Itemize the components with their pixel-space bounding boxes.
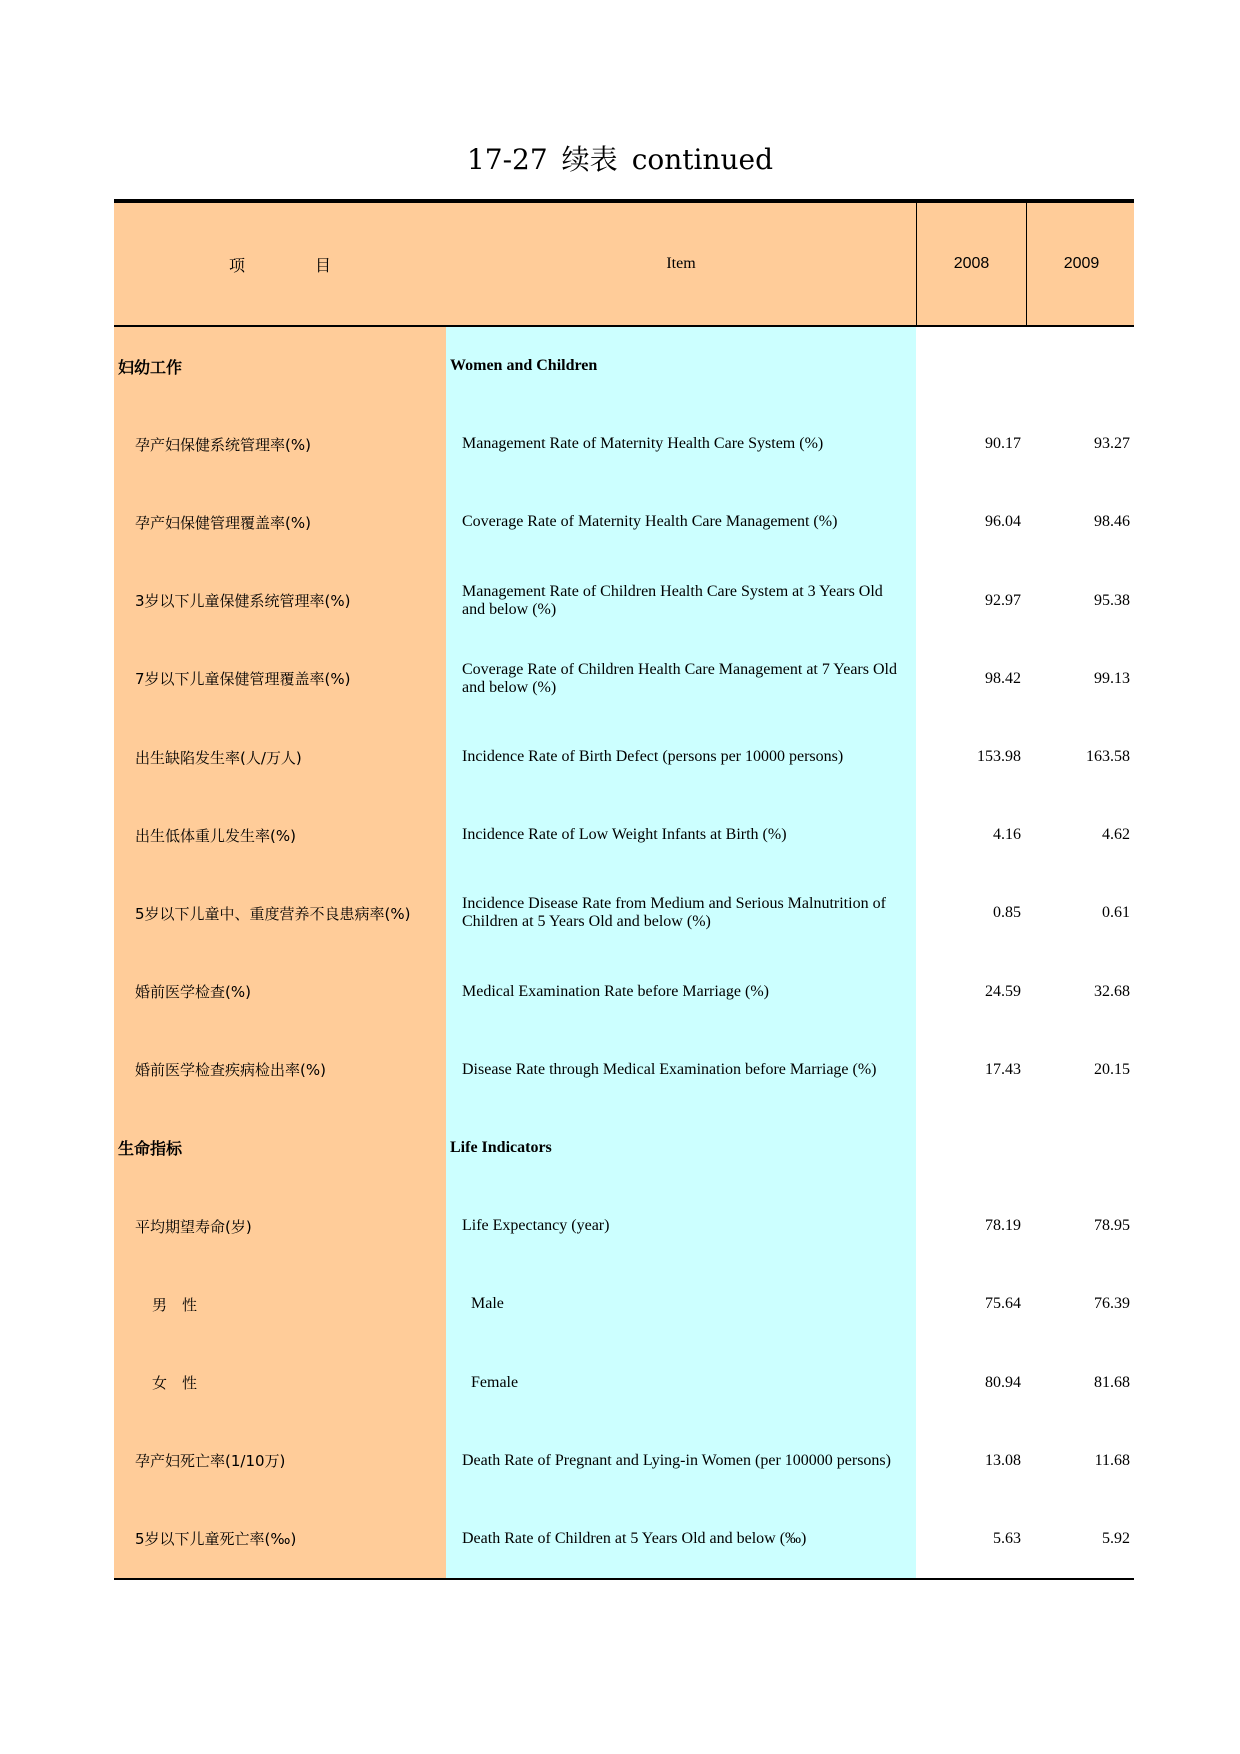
row-label-en: Death Rate of Pregnant and Lying-in Women (per 100000 persons)	[446, 1422, 916, 1500]
header-item-en: Item	[666, 255, 696, 272]
value-2008: 90.17	[985, 435, 1021, 453]
value-2009: 78.95	[1094, 1217, 1130, 1235]
value-2009: 95.38	[1094, 591, 1130, 609]
row-label-cn: 孕产妇保健系统管理率(%)	[114, 405, 446, 483]
value-2008	[916, 1109, 1025, 1187]
table-row	[114, 718, 1134, 796]
row-label-en: Coverage Rate of Maternity Health Care Management (%)	[446, 483, 916, 561]
row-label-en: Medical Examination Rate before Marriage (%)	[446, 953, 916, 1031]
table-row	[114, 640, 1134, 718]
row-label-en: Incidence Rate of Low Weight Infants at Birth (%)	[446, 796, 916, 874]
table-row	[114, 1422, 1134, 1500]
row-label-cn: 5岁以下儿童死亡率(‰)	[114, 1500, 446, 1578]
value-2009	[1025, 327, 1134, 405]
row-label-cn: 女 性	[114, 1343, 446, 1421]
table-number: 17-27	[466, 143, 548, 176]
table-header	[114, 203, 1134, 327]
header-year-2008: 2008	[916, 203, 1026, 325]
table-row	[114, 874, 1134, 952]
value-2008: 4.16	[993, 826, 1021, 844]
row-label-cn: 孕产妇死亡率(1/10万)	[114, 1422, 446, 1500]
section-row	[114, 327, 1134, 405]
row-label-en: Male	[446, 1265, 916, 1343]
value-2008: 92.97	[985, 591, 1021, 609]
row-label-cn: 生命指标	[114, 1109, 446, 1187]
header-item-cn	[114, 203, 446, 325]
table-row	[114, 1187, 1134, 1265]
row-label-en: Coverage Rate of Children Health Care Management at 7 Years Old and below (%)	[446, 640, 916, 718]
row-label-en: Disease Rate through Medical Examination before Marriage (%)	[446, 1031, 916, 1109]
row-label-cn: 出生低体重儿发生率(%)	[114, 796, 446, 874]
row-label-cn: 平均期望寿命(岁)	[114, 1187, 446, 1265]
value-2008: 96.04	[985, 513, 1021, 531]
value-2008: 17.43	[985, 1060, 1021, 1078]
row-label-cn: 3岁以下儿童保健系统管理率(%)	[114, 562, 446, 640]
value-2008: 13.08	[985, 1451, 1021, 1469]
table-row	[114, 1343, 1134, 1421]
table-row	[114, 796, 1134, 874]
statistics-table	[114, 199, 1134, 1580]
row-label-cn: 婚前医学检查疾病检出率(%)	[114, 1031, 446, 1109]
table-row	[114, 1265, 1134, 1343]
value-2008: 75.64	[985, 1295, 1021, 1313]
table-row	[114, 1500, 1134, 1578]
value-2009: 76.39	[1094, 1295, 1130, 1313]
value-2009: 20.15	[1094, 1060, 1130, 1078]
row-label-cn: 孕产妇保健管理覆盖率(%)	[114, 483, 446, 561]
section-row	[114, 1109, 1134, 1187]
value-2008: 153.98	[977, 748, 1021, 766]
value-2009: 11.68	[1094, 1451, 1130, 1469]
table-title-en: continued	[631, 143, 774, 176]
value-2008: 78.19	[985, 1217, 1021, 1235]
row-label-en: Incidence Rate of Birth Defect (persons per 10000 persons)	[446, 718, 916, 796]
table-row	[114, 953, 1134, 1031]
table-row	[114, 562, 1134, 640]
row-label-cn: 婚前医学检查(%)	[114, 953, 446, 1031]
value-2009: 98.46	[1094, 513, 1130, 531]
table-bottom-rule	[114, 1578, 1134, 1580]
value-2009: 163.58	[1086, 748, 1130, 766]
table-row	[114, 1031, 1134, 1109]
row-label-en: Life Expectancy (year)	[446, 1187, 916, 1265]
row-label-en: Women and Children	[446, 327, 916, 405]
value-2009: 0.61	[1102, 904, 1130, 922]
value-2008: 5.63	[993, 1529, 1021, 1547]
row-label-en: Incidence Disease Rate from Medium and Serious Malnutrition of Children at 5 Years Old and below (%)	[446, 874, 916, 952]
table-row	[114, 483, 1134, 561]
row-label-en: Female	[446, 1343, 916, 1421]
row-label-cn: 男 性	[114, 1265, 446, 1343]
row-label-cn: 出生缺陷发生率(人/万人)	[114, 718, 446, 796]
value-2009	[1025, 1109, 1134, 1187]
value-2009: 5.92	[1102, 1529, 1130, 1547]
value-2008	[916, 327, 1025, 405]
row-label-cn: 5岁以下儿童中、重度营养不良患病率(%)	[114, 874, 446, 952]
value-2009: 99.13	[1094, 669, 1130, 687]
row-label-cn: 妇幼工作	[114, 327, 446, 405]
row-label-en: Life Indicators	[446, 1109, 916, 1187]
value-2009: 4.62	[1102, 826, 1130, 844]
value-2009: 32.68	[1094, 982, 1130, 1000]
row-label-cn: 7岁以下儿童保健管理覆盖率(%)	[114, 640, 446, 718]
value-2008: 0.85	[993, 904, 1021, 922]
header-item-cn-2: 目	[315, 255, 332, 275]
header-year-2009: 2009	[1026, 203, 1136, 325]
table-title-cn: 续表	[561, 143, 618, 176]
row-label-en: Management Rate of Maternity Health Care System (%)	[446, 405, 916, 483]
table-title	[0, 138, 1240, 178]
row-label-en: Management Rate of Children Health Care System at 3 Years Old and below (%)	[446, 562, 916, 640]
value-2009: 81.68	[1094, 1373, 1130, 1391]
table-body	[114, 327, 1134, 1578]
table-row	[114, 405, 1134, 483]
value-2008: 24.59	[985, 982, 1021, 1000]
value-2008: 98.42	[985, 669, 1021, 687]
value-2008: 80.94	[985, 1373, 1021, 1391]
header-item-cn-1: 项	[228, 255, 245, 275]
value-2009: 93.27	[1094, 435, 1130, 453]
row-label-en: Death Rate of Children at 5 Years Old and below (‰)	[446, 1500, 916, 1578]
